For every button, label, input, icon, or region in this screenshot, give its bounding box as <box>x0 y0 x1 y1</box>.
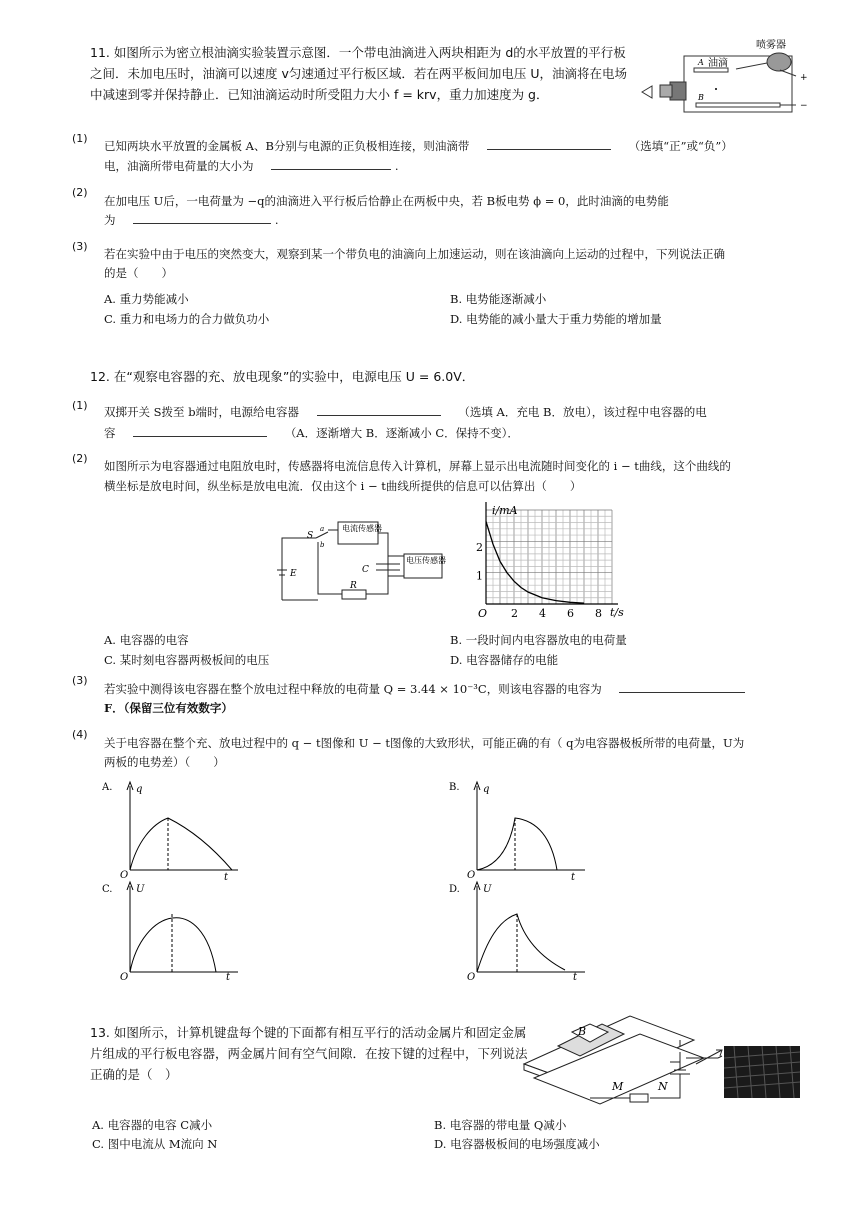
q12-2-option-d[interactable]: D. 电容器储存的电能 <box>450 653 559 667</box>
svg-text:q: q <box>483 784 490 795</box>
svg-text:S: S <box>307 531 314 541</box>
keyboard-capacitor-figure <box>520 1012 810 1108</box>
svg-text:O: O <box>467 870 476 880</box>
q12-2-option-c[interactable]: C. 某时刻电容器两极板间的电压 <box>104 653 270 667</box>
svg-text:t: t <box>571 872 576 880</box>
q11-2-blank-potential-energy[interactable] <box>133 211 271 224</box>
graph-option-a[interactable] <box>102 780 272 883</box>
q13-option-c[interactable]: C. 图中电流从 M流向 N <box>92 1137 218 1151</box>
q11-1-blank-charge-amount[interactable] <box>271 157 391 170</box>
discharge-circuit-figure <box>276 520 446 604</box>
svg-text:+: + <box>800 73 808 83</box>
svg-text:E: E <box>290 569 297 579</box>
svg-text:t: t <box>224 872 229 880</box>
svg-text:电流传感器: 电流传感器 <box>342 524 382 533</box>
graph-option-d[interactable] <box>449 880 619 983</box>
svg-text:A.: A. <box>102 782 113 793</box>
q11-stem: 11. 如图所示为密立根油滴实验装置示意图．一个带电油滴进入两块相距为 d的水平放置的平行板之间．未加电压时，油滴可以速度 v匀速通过平行板区域．若在两平板间加电压 U，油滴将在电场中减速到零并保持静止．已知油滴运动时所受阻力大小 f = krv，重力加速度为 g． <box>90 45 627 102</box>
q13-stem: 13. 如图所示，计算机键盘每个键的下面都有相互平行的活动金属片和固定金属片组成的平行板电容器，两金属片间有空气间隙．在按下键的过程中，下列说法正确的是（ ） <box>90 1025 528 1082</box>
q13-option-d[interactable]: D. 电容器极板间的电场强度减小 <box>434 1137 600 1151</box>
svg-text:b: b <box>320 541 325 549</box>
svg-text:C: C <box>362 565 369 575</box>
svg-text:A: A <box>698 58 704 67</box>
svg-text:a: a <box>320 525 325 533</box>
svg-text:B: B <box>578 1025 587 1038</box>
q12-2-option-a[interactable]: A. 电容器的电容 <box>104 633 189 647</box>
chart-ylabel: i/mA <box>492 504 518 517</box>
svg-text:O: O <box>120 870 129 880</box>
x-tick-label: 8 <box>595 607 602 620</box>
q13-option-b[interactable]: B. 电容器的带电量 Q减小 <box>434 1118 567 1132</box>
svg-text:D.: D. <box>449 884 460 895</box>
millikan-apparatus-figure <box>636 36 816 116</box>
q12-1-blank-capacitance-change[interactable] <box>133 424 267 437</box>
q12-stem: 12. 在“观察电容器的充、放电现象”的实验中，电源电压 U = 6.0V． <box>90 369 475 384</box>
svg-text:U: U <box>136 884 145 895</box>
chart-tick-labels <box>476 541 602 620</box>
graph-option-b[interactable] <box>449 780 619 883</box>
eye-icon <box>642 86 652 98</box>
svg-text:U: U <box>483 884 492 895</box>
svg-text:M: M <box>612 1080 624 1093</box>
svg-text:R: R <box>350 581 357 591</box>
q12-2-option-b[interactable]: B. 一段时间内电容器放电的电荷量 <box>450 633 627 647</box>
q11-option-d[interactable]: D. 电势能的减小量大于重力势能的增加量 <box>450 312 662 326</box>
q12-1-blank-charge-or-discharge[interactable] <box>317 403 441 416</box>
q11-1-blank-charge-sign[interactable] <box>487 137 611 150</box>
svg-text:B.: B. <box>449 782 460 793</box>
svg-text:t: t <box>226 972 231 980</box>
svg-text:N: N <box>658 1080 668 1093</box>
y-tick-label: 1 <box>476 569 483 583</box>
svg-text:电压传感器: 电压传感器 <box>406 556 446 565</box>
graph-option-c[interactable] <box>102 880 272 983</box>
svg-text:−: − <box>800 101 808 111</box>
q13-option-a[interactable]: A. 电容器的电容 C减小 <box>92 1118 213 1132</box>
y-tick-label: 2 <box>476 541 483 555</box>
svg-text:O: O <box>120 972 129 980</box>
x-tick-label: O <box>478 607 488 620</box>
x-tick-label: 6 <box>567 607 574 620</box>
x-tick-label: 2 <box>511 607 518 620</box>
svg-text:q: q <box>136 784 143 795</box>
svg-text:t: t <box>573 972 578 980</box>
sprayer-label: 喷雾器 <box>756 40 786 51</box>
chart-xlabel: t/s <box>610 606 624 619</box>
svg-text:C.: C. <box>102 884 113 895</box>
q12-3-blank-capacitance[interactable] <box>619 680 745 693</box>
i-t-chart <box>472 498 632 622</box>
chart-grid <box>486 510 612 604</box>
svg-text:O: O <box>467 972 476 980</box>
q11-option-b[interactable]: B. 电势能逐渐减小 <box>450 292 547 306</box>
x-tick-label: 4 <box>539 607 546 620</box>
q11-option-c[interactable]: C. 重力和电场力的合力做负功小 <box>104 312 270 326</box>
oil-label: 油滴 <box>708 58 728 69</box>
svg-text:B: B <box>698 93 704 102</box>
q11-option-a[interactable]: A. 重力势能减小 <box>104 292 189 306</box>
keyboard-photo <box>724 1046 800 1098</box>
